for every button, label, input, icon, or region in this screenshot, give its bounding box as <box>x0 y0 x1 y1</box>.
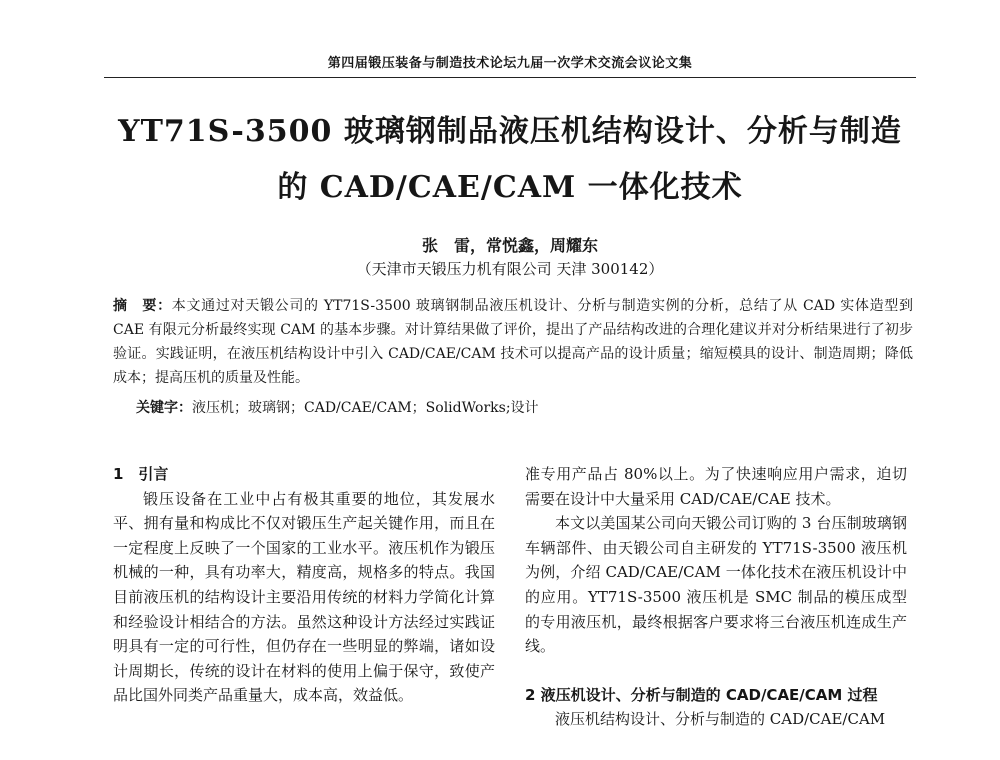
keywords-label: 关键字： <box>136 400 192 416</box>
keywords-text: 液压机；玻璃钢；CAD/CAE/CAM；SolidWorks;设计 <box>192 400 539 416</box>
section-2-heading: 2 液压机设计、分析与制造的 CAD/CAE/CAM 过程 <box>525 685 878 704</box>
abstract-label: 摘 要： <box>113 298 172 314</box>
paper-title-line-2: 的 CAD/CAE/CAM 一体化技术 <box>277 170 743 205</box>
section-1-paragraph-1-continued: 准专用产品占 80%以上。为了快速响应用户需求，迫切需要在设计中大量采用 CAD/CAE/CAE 技术。 <box>525 465 907 508</box>
abstract <box>113 294 913 390</box>
section-1-paragraph-2: 本文以美国某公司向天锻公司订购的 3 台压制玻璃钢车辆部件、由天锻公司自主研发的 YT71S-3500 液压机为例，介绍 CAD/CAE/CAM 一体化技术在液压机设计中的应用。YT71S-3500 液压机是 SMC 制品的模压成型的专用液压机，最终根据客户要求将三台液压机连成生产线。 <box>525 514 907 656</box>
authors: 张 雷，常悦鑫，周耀东 <box>421 236 598 255</box>
affiliation: （天津市天锻压力机有限公司 天津 300142） <box>356 260 664 278</box>
keywords <box>136 396 896 420</box>
section-2-paragraph-1: 液压机结构设计、分析与制造的 CAD/CAE/CAM <box>555 710 886 729</box>
section-1-heading: 1 引言 <box>113 465 169 483</box>
right-column <box>525 462 907 732</box>
paper-title-line-1: YT71S-3500 玻璃钢制品液压机结构设计、分析与制造 <box>118 114 902 149</box>
abstract-text: 本文通过对天锻公司的 YT71S-3500 玻璃钢制品液压机设计、分析与制造实例的分析，总结了从 CAD 实体造型到 CAE 有限元分析最终实现 CAM 的基本步骤。对计算结果做了评价，提出了产品结构改进的合理化建议并对分析结果进行了初步验证。实践证明，在液压机结构设计中引入 CAD/CAE/CAM 技术可以提高产品的设计质量；缩短模具的设计、制造周期；降低成本；提高压机的质量及性能。 <box>113 298 914 386</box>
left-column <box>113 462 495 708</box>
section-1-paragraph-1: 锻压设备在工业中占有极其重要的地位，其发展水平、拥有量和构成比不仅对锻压生产起关键作用，而且在一定程度上反映了一个国家的工业水平。液压机作为锻压机械的一种，具有功率大，精度高，规格多的特点。我国目前液压机的结构设计主要沿用传统的材料力学简化计算和经验设计相结合的方法。虽然这种设计方法经过实践证明具有一定的可行性，但仍存在一些明显的弊端，诸如设计周期长，传统的设计在材料的使用上偏于保守，致使产品比国外同类产品重量大，成本高，效益低。 <box>113 489 495 705</box>
header-rule <box>104 77 916 78</box>
running-header: 第四届锻压装备与制造技术论坛九届一次学术交流会议论文集 <box>327 56 693 71</box>
